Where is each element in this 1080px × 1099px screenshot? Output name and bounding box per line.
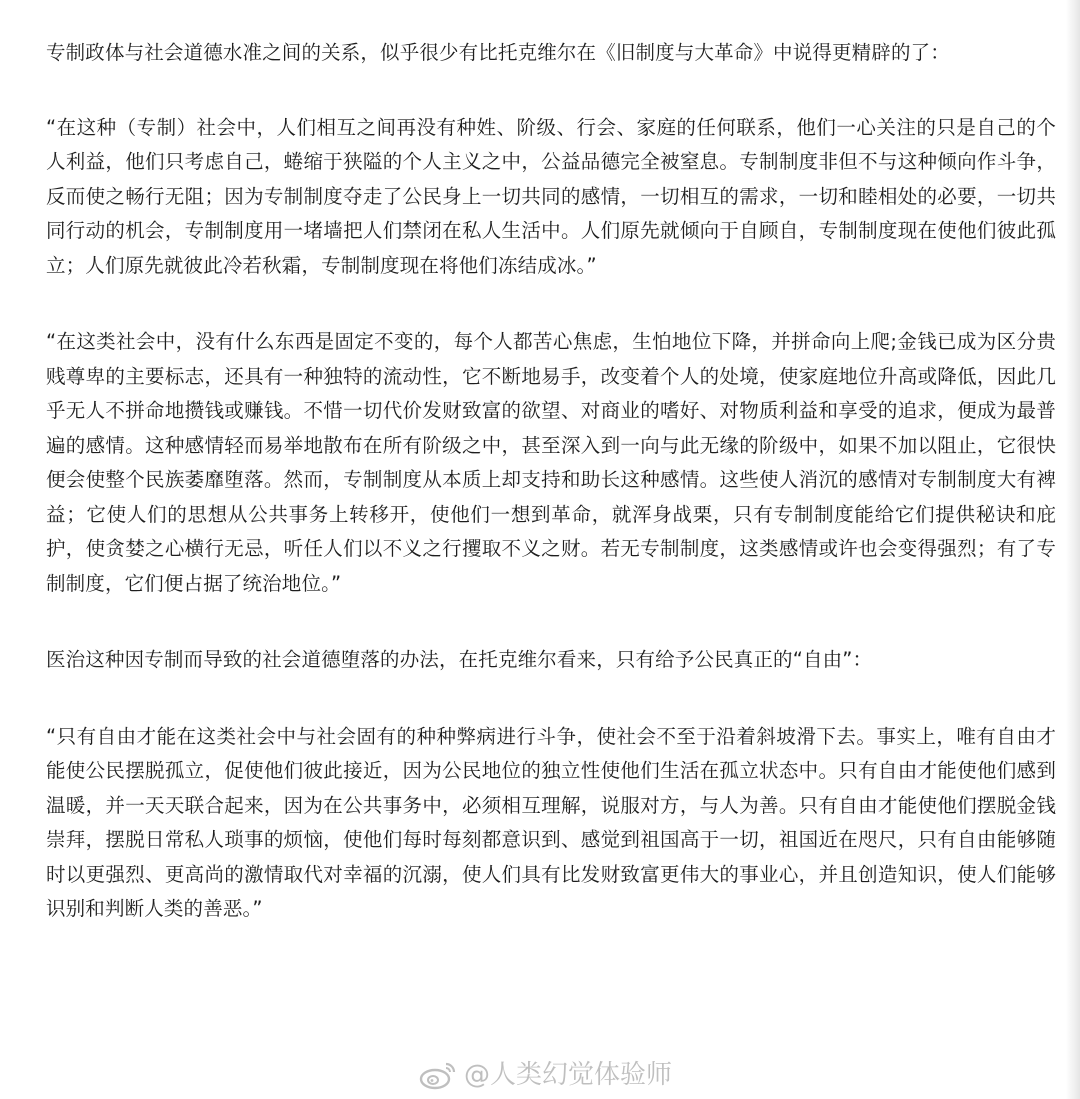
watermark-text: @人类幻觉体验师 <box>464 1060 673 1090</box>
paragraph-quote-3: “只有自由才能在这类社会中与社会固有的种种弊病进行斗争，使社会不至于沿着斜坡滑下去。事实上，唯有自由才能使公民摆脱孤立，促使他们彼此接近，因为公民地位的独立性使他们生活在孤立状态中。只有自由才能使他们感到温暖，并一天天联合起来，因为在公共事务中，必须相互理解，说服对方，与人为善。只有自由才能使他们摆脱金钱崇拜，摆脱日常私人琐事的烦恼，使他们每时每刻都意识到、感觉到祖国高于一切，祖国近在咫尺，只有自由能够随时以更强烈、更高尚的激情取代对幸福的沉溺，使人们具有比发财致富更伟大的事业心，并且创造知识，使人们能够识别和判断人类的善恶。” <box>46 724 1056 920</box>
paragraph-quote-1: “在这种（专制）社会中，人们相互之间再没有种姓、阶级、行会、家庭的任何联系，他们一心关注的只是自己的个人利益，他们只考虑自己，蜷缩于狭隘的个人主义之中，公益品德完全被窒息。专制制度非但不与这种倾向作斗争，反而使之畅行无阻；因为专制制度夺走了公民身上一切共同的感情，一切相互的需求，一切和睦相处的必要，一切共同行动的机会，专制制度用一堵墙把人们禁闭在私人生活中。人们原先就倾向于自顾自，专制制度现在使他们彼此孤立；人们原先就彼此冷若秋霜，专制制度现在将他们冻结成冰。” <box>46 115 1056 277</box>
paragraph-intro: 专制政体与社会道德水准之间的关系，似乎很少有比托克维尔在《旧制度与大革命》中说得更精辟的了： <box>46 41 950 64</box>
weibo-logo-icon <box>418 1060 458 1090</box>
paragraph-quote-2: “在这类社会中，没有什么东西是固定不变的，每个人都苦心焦虑，生怕地位下降，并拼命向上爬;金钱已成为区分贵贱尊卑的主要标志，还具有一种独特的流动性，它不断地易手，改变着个人的处境，使家庭地位升高或降低，因此几乎无人不拼命地攒钱或赚钱。不惜一切代价发财致富的欲望、对商业的嗜好、对物质利益和享受的追求，便成为最普遍的感情。这种感情轻而易举地散布在所有阶级之中，甚至深入到一向与此无缘的阶级中，如果不加以阻止，它很快便会使整个民族萎靡堕落。然而，专制制度从本质上却支持和助长这种感情。这些使人消沉的感情对专制制度大有裨益；它使人们的思想从公共事务上转移开，使他们一想到革命，就浑身战栗，只有专制制度能给它们提供秘诀和庇护，使贪婪之心横行无忌，听任人们以不义之行攫取不义之财。若无专制制度，这类感情或许也会变得强烈；有了专制制度，它们便占据了统治地位。” <box>46 330 1056 595</box>
page-edge-shadow <box>1066 0 1080 1099</box>
paragraph-remedy: 医治这种因专制而导致的社会道德堕落的办法，在托克维尔看来，只有给予公民真正的“自由”： <box>46 648 873 671</box>
document-body <box>46 36 1056 969</box>
watermark <box>418 1058 672 1092</box>
